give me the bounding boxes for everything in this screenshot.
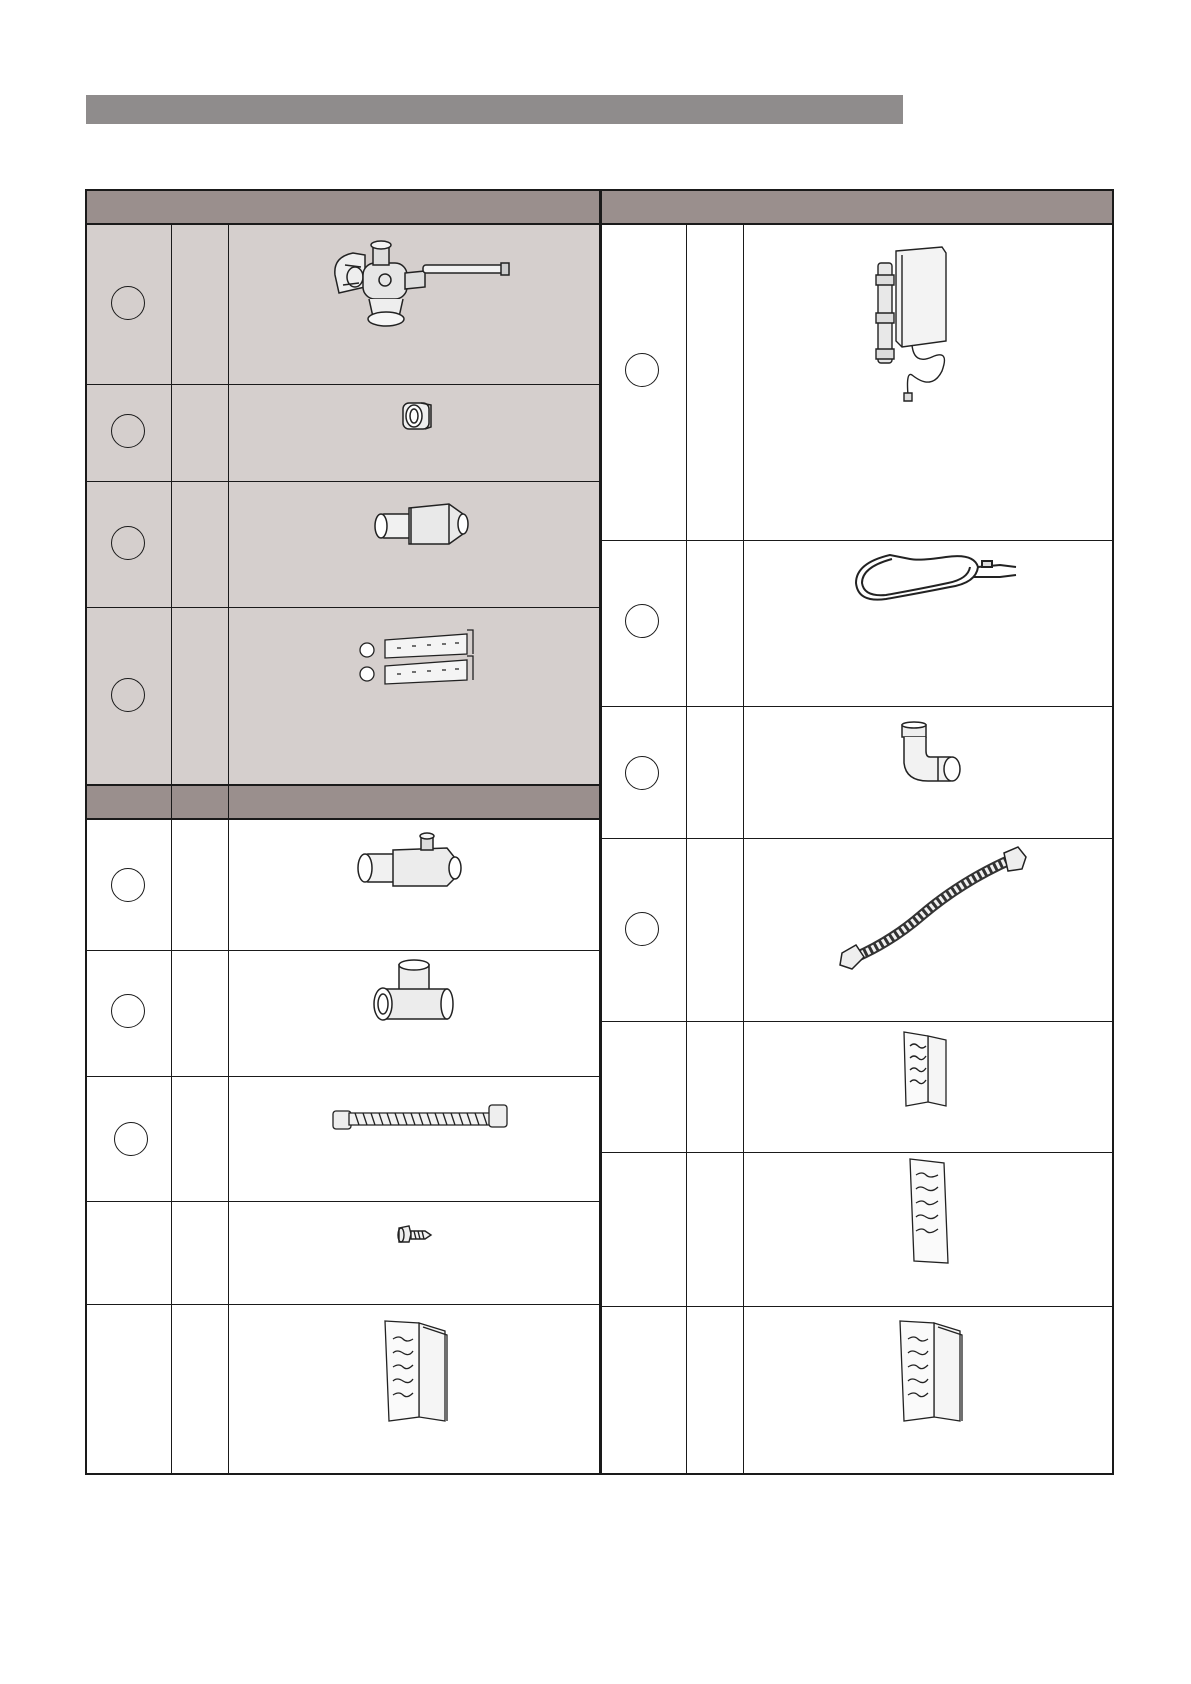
item-number-circle — [114, 1122, 148, 1156]
table-row — [87, 820, 599, 951]
mounting-brackets-icon — [357, 626, 477, 696]
table-row — [602, 541, 1112, 707]
item-number-circle — [625, 912, 659, 946]
table-row — [87, 608, 599, 785]
table-row — [87, 1077, 599, 1202]
item-number-circle — [625, 756, 659, 790]
table-row — [87, 1305, 599, 1473]
elbow-fitting-icon — [898, 721, 968, 791]
section-title-bar — [86, 95, 903, 124]
table-row — [87, 385, 599, 482]
table-row — [87, 951, 599, 1077]
column-divider — [686, 225, 687, 1473]
tee-fitting-icon — [371, 955, 461, 1035]
table-row — [87, 1202, 599, 1305]
control-unit-with-cable-icon — [872, 245, 962, 405]
screw-icon — [395, 1220, 435, 1250]
gas-valve-with-lever-icon — [325, 235, 515, 335]
table-row — [87, 482, 599, 608]
left-subsection-header — [87, 785, 599, 820]
item-number-circle — [111, 414, 145, 448]
manual-booklet-icon — [383, 1317, 453, 1427]
item-number-circle — [625, 604, 659, 638]
instruction-sheet-icon — [908, 1157, 952, 1267]
table-row — [602, 1307, 1112, 1473]
coiled-sensor-cable-icon — [850, 547, 1020, 607]
column-divider — [228, 225, 229, 1473]
column-divider — [171, 225, 172, 1473]
hex-pipe-adapter-icon — [371, 500, 471, 550]
table-row — [602, 839, 1112, 1022]
table-row — [87, 225, 599, 385]
right-table-header — [602, 191, 1112, 225]
left-parts-table — [85, 189, 601, 1475]
nut-fitting-icon — [397, 395, 437, 435]
item-number-circle — [625, 353, 659, 387]
item-number-circle — [111, 678, 145, 712]
braided-hose-straight-icon — [331, 1097, 511, 1137]
left-table-header — [87, 191, 599, 225]
braided-hose-curved-icon — [832, 845, 1032, 975]
item-number-circle — [111, 994, 145, 1028]
ball-valve-icon — [355, 828, 475, 898]
table-row — [602, 225, 1112, 541]
table-row — [602, 1153, 1112, 1307]
column-divider — [743, 225, 744, 1473]
right-parts-table — [600, 189, 1114, 1475]
table-row — [602, 1022, 1112, 1153]
table-row — [602, 707, 1112, 839]
small-booklet-icon — [902, 1030, 952, 1110]
item-number-circle — [111, 526, 145, 560]
item-number-circle — [111, 286, 145, 320]
manual-booklet-icon — [898, 1317, 968, 1427]
item-number-circle — [111, 868, 145, 902]
